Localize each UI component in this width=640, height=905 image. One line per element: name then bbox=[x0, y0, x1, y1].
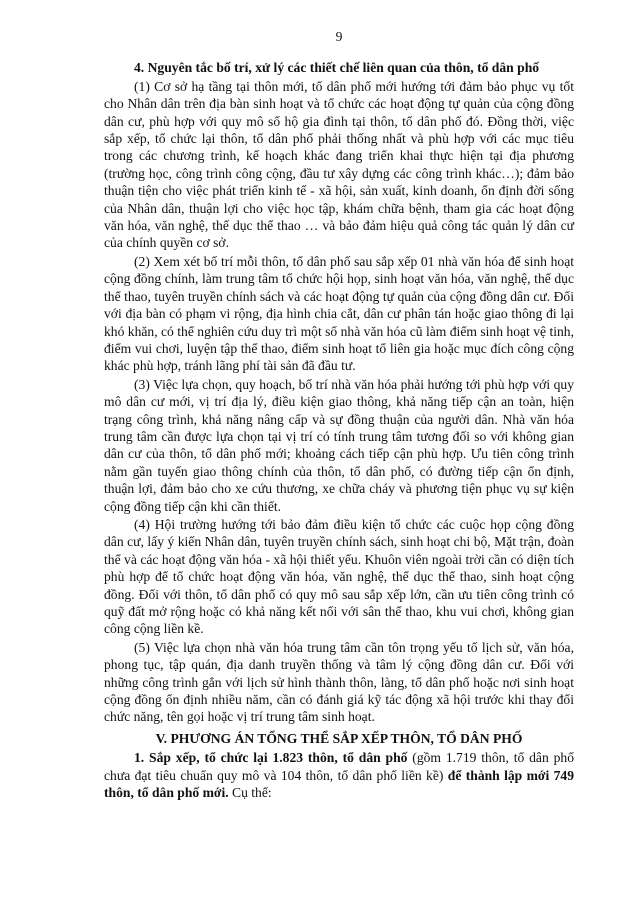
page-number: 9 bbox=[335, 29, 343, 44]
item-1-bold-end: để thành lập mới 749 thôn, tổ dân phố mới. bbox=[104, 767, 575, 801]
item-1-tail: Cụ thể: bbox=[228, 785, 272, 801]
section-v-title: V. PHƯƠNG ÁN TỔNG THỂ SẮP XẾP THÔN, TỔ DÂN PHỐ bbox=[155, 730, 523, 746]
heading-section-4: 4. Nguyên tắc bố trí, xử lý các thiết chế liên quan của thôn, tổ dân phố bbox=[134, 60, 540, 76]
item-1-bold-start: 1. Sắp xếp, tổ chức lại 1.823 thôn, tổ dân phố bbox=[134, 750, 408, 766]
paragraph-1: (1) Cơ sở hạ tầng tại thôn mới, tổ dân phố mới hướng tới đảm bảo phục vụ tốt cho Nhân dân trên địa bàn sinh hoạt và tổ chức các hoạt động tự quản của cộng đồng dân cư, phù hợp với quy mô số hộ gia đình tại thôn, tổ dân phố đó. Đồng thời, việc sắp xếp, tổ chức lại thôn, tổ dân phố phải thống nhất và phù hợp với các mục tiêu trong các chương trình, kế hoạch khác đang triển khai thực hiện tại địa phương (trường học, công trình công cộng, đầu tư xây dựng các công trình khác…); đảm bảo thuận tiện cho việc phát triển kinh tế - xã hội, sản xuất, kinh doanh, ổn định đời sống của Nhân dân, thuận lợi cho việc học tập, khám chữa bệnh, tham gia các hoạt động văn hóa, văn nghệ, thể dục thể thao … và bảo đảm hiệu quả công tác quản lý dân cư của chính quyền cơ sở. bbox=[104, 78, 574, 251]
item-1-paragraph bbox=[104, 749, 574, 801]
paragraph-4: (4) Hội trường hướng tới bảo đảm điều kiện tổ chức các cuộc họp cộng đồng dân cư, lấy ý kiến Nhân dân, tuyên truyền chính sách, sinh hoạt chi bộ, Mặt trận, đoàn thể và các hoạt động văn hóa - xã hội thiết yếu. Khuôn viên ngoài trời cần có diện tích phù hợp để tổ chức hoạt động văn hóa, văn nghệ, thể dục thể thao, sinh hoạt cộng đồng. Đối với thôn, tổ dân phố có quy mô sau sắp xếp lớn, cần ưu tiên công trình có quỹ đất mở rộng hoặc có khả năng kết nối với sân thể thao, khu vui chơi, không gian công cộng liền kề. bbox=[104, 516, 574, 637]
item-1-middle: (gồm 1.719 thôn, tổ dân phố chưa đạt tiêu chuẩn quy mô và 104 thôn, tổ dân phố liền kề) bbox=[104, 750, 574, 783]
paragraph-5: (5) Việc lựa chọn nhà văn hóa trung tâm cần tôn trọng yếu tố lịch sử, văn hóa, phong tục, tập quán, địa danh truyền thống và tâm lý cộng đồng dân cư. Đối với những công trình gắn với lịch sử hình thành thôn, làng, tổ dân phố hoặc nơi sinh hoạt cộng đồng ổn định nhiều năm, cần có đánh giá kỹ tác động xã hội trước khi thay đổi chức năng, tên gọi hoặc vị trí trung tâm sinh hoạt. bbox=[104, 639, 574, 725]
paragraph-2: (2) Xem xét bố trí mỗi thôn, tổ dân phố sau sắp xếp 01 nhà văn hóa để sinh hoạt cộng đồng chính, làm trung tâm tổ chức hội họp, sinh hoạt văn hóa, văn nghệ, thể dục thể thao, tuyên truyền chính sách và các hoạt động tự quản của cộng đồng dân cư. Đối với địa bàn có phạm vi rộng, địa hình chia cắt, dân cư phân tán hoặc giao thông đi lại khó khăn, có thể nghiên cứu duy trì một số nhà văn hóa cũ làm điểm sinh hoạt vệ tinh, điểm vui chơi, luyện tập thể thao, điểm sinh hoạt tổ liên gia hoặc mục đích công cộng khác phù hợp, tránh lãng phí tài sản đã đầu tư. bbox=[104, 253, 574, 374]
paragraph-3: (3) Việc lựa chọn, quy hoạch, bố trí nhà văn hóa phải hướng tới phù hợp với quy mô dân cư mới, vị trí địa lý, điều kiện giao thông, khả năng tiếp cận an toàn, hiện trạng công trình, khả năng nâng cấp và sự đồng thuận của người dân. Nhà văn hóa trung tâm cần được lựa chọn tại vị trí có tính trung tâm tương đối so với không gian dân cư của thôn, tổ dân phố mới; khoảng cách tiếp cận phù hợp. Ưu tiên công trình nằm gần tuyến giao thông chính của thôn, tổ dân phố, có đường tiếp cận ổn định, thuận lợi, đảm bảo cho xe cứu thương, xe chữa cháy và phương tiện phục vụ sự kiện cộng đồng tiếp cận khi cần thiết. bbox=[104, 376, 574, 514]
